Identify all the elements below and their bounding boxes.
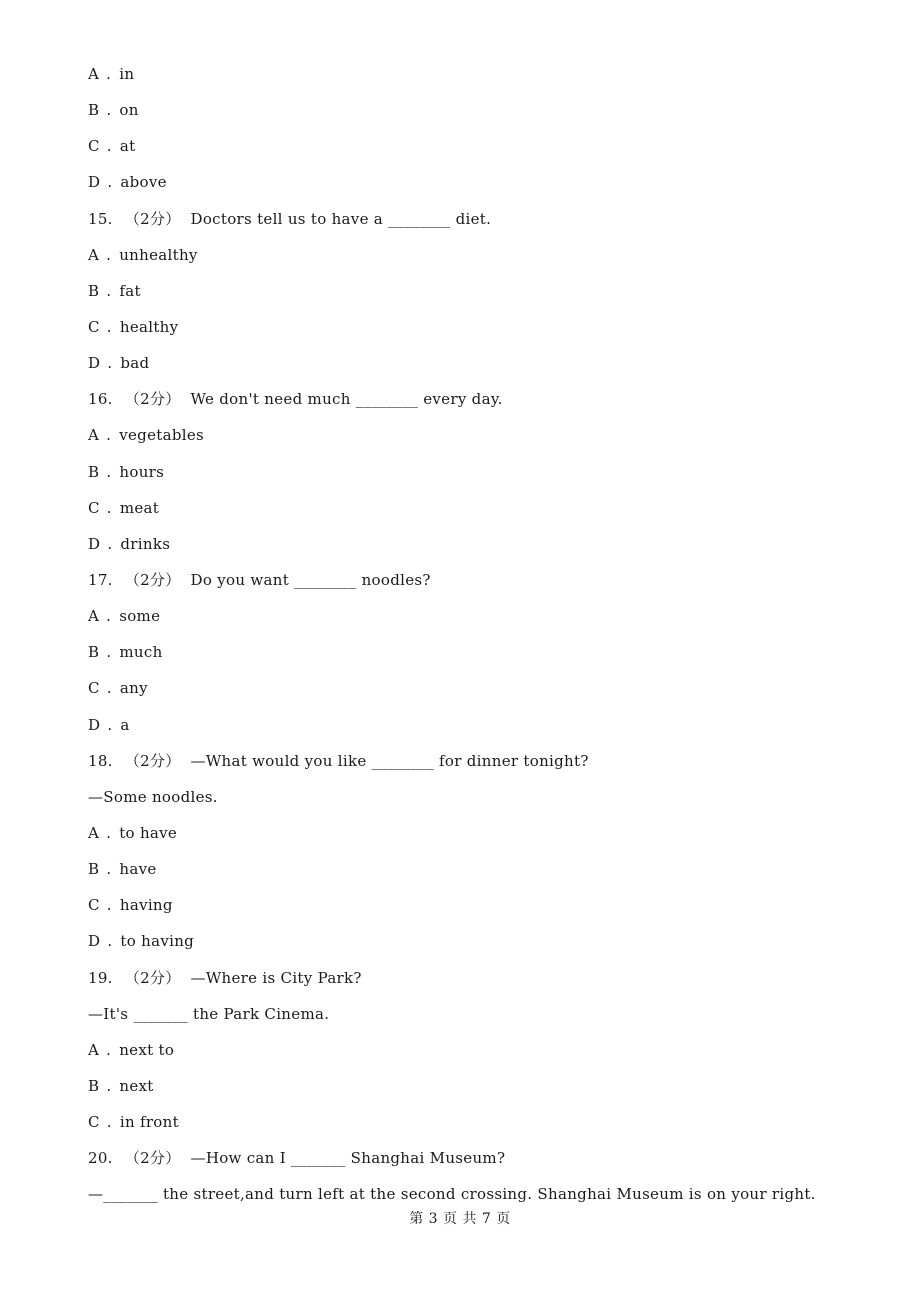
option-text: to have <box>119 823 178 842</box>
dialogue-text: —It's _______ the Park Cinema. <box>88 1004 330 1023</box>
option-text: meat <box>119 498 160 517</box>
option-letter: C <box>88 137 100 156</box>
option-separator: . <box>106 462 112 481</box>
question-text: Do you want ________ noodles? <box>190 570 431 589</box>
question-text: —How can I _______ Shanghai Museum? <box>190 1149 506 1168</box>
option-separator: . <box>107 932 113 951</box>
answer-option <box>88 895 888 931</box>
option-text: have <box>119 860 157 879</box>
answer-option <box>88 1112 888 1148</box>
answer-option <box>88 317 888 353</box>
dialogue-text: —_______ the street,and turn left at the second crossing. Shanghai Museum is on your right. <box>88 1185 816 1204</box>
option-text: bad <box>120 354 150 373</box>
option-letter: B <box>88 462 100 481</box>
option-text: healthy <box>119 317 179 336</box>
option-text: vegetables <box>119 426 204 445</box>
option-letter: D <box>88 932 101 951</box>
question-stem <box>88 968 888 1004</box>
option-text: drinks <box>120 534 171 553</box>
option-text: some <box>119 607 161 626</box>
option-letter: D <box>88 715 101 734</box>
question-number: 20. <box>88 1149 113 1168</box>
option-letter: D <box>88 354 101 373</box>
option-text: any <box>119 679 148 698</box>
option-text: much <box>119 643 163 662</box>
option-separator: . <box>106 896 112 915</box>
answer-option <box>88 64 888 100</box>
option-separator: . <box>106 607 112 626</box>
question-score: （2分） <box>124 209 181 228</box>
option-separator: . <box>106 281 112 300</box>
question-text: Doctors tell us to have a ________ diet. <box>190 209 492 228</box>
option-letter: C <box>88 1113 100 1132</box>
question-number: 15. <box>88 209 113 228</box>
option-letter: C <box>88 317 100 336</box>
option-letter: B <box>88 101 100 120</box>
option-separator: . <box>106 498 112 517</box>
question-stem <box>88 751 888 787</box>
question-text: —What would you like ________ for dinner tonight? <box>190 751 589 770</box>
option-separator: . <box>107 354 113 373</box>
question-number: 17. <box>88 570 113 589</box>
option-text: in <box>119 65 135 83</box>
option-letter: B <box>88 1076 100 1095</box>
answer-option <box>88 100 888 136</box>
question-score: （2分） <box>124 751 181 770</box>
option-text: unhealthy <box>119 245 198 264</box>
option-text: to having <box>120 932 195 951</box>
question-number: 19. <box>88 968 113 987</box>
option-text: in front <box>119 1113 179 1132</box>
option-text: fat <box>119 281 141 300</box>
option-letter: B <box>88 860 100 879</box>
option-letter: A <box>88 426 100 445</box>
option-separator: . <box>106 426 112 445</box>
question-stem <box>88 209 888 245</box>
option-separator: . <box>106 860 112 879</box>
option-text: next to <box>119 1040 175 1059</box>
option-separator: . <box>106 245 112 264</box>
option-letter: D <box>88 173 101 192</box>
option-text: having <box>119 896 173 915</box>
answer-option <box>88 281 888 317</box>
question-number: 16. <box>88 390 113 409</box>
option-separator: . <box>106 101 112 120</box>
dialogue-text: —Some noodles. <box>88 787 218 806</box>
answer-option <box>88 462 888 498</box>
question-number: 18. <box>88 751 113 770</box>
answer-option <box>88 931 888 967</box>
answer-option <box>88 606 888 642</box>
answer-option <box>88 425 888 461</box>
question-score: （2分） <box>124 1149 181 1168</box>
answer-option <box>88 1040 888 1076</box>
page-footer: 第 3 页 共 7 页 <box>409 1211 511 1227</box>
dialogue-line <box>88 1004 888 1040</box>
question-score: （2分） <box>124 570 181 589</box>
option-separator: . <box>106 1113 112 1132</box>
option-separator: . <box>107 715 113 734</box>
option-separator: . <box>106 679 112 698</box>
answer-option <box>88 172 888 208</box>
option-text: at <box>119 137 136 156</box>
question-text: We don't need much ________ every day. <box>190 390 503 409</box>
option-separator: . <box>106 1076 112 1095</box>
option-letter: A <box>88 245 100 264</box>
option-letter: B <box>88 643 100 662</box>
answer-option <box>88 498 888 534</box>
answer-option <box>88 1076 888 1112</box>
option-letter: C <box>88 498 100 517</box>
answer-option <box>88 823 888 859</box>
answer-option <box>88 859 888 895</box>
option-separator: . <box>106 643 112 662</box>
answer-option <box>88 678 888 714</box>
question-stem <box>88 570 888 606</box>
option-text: above <box>120 173 167 192</box>
worksheet-body <box>88 64 888 1221</box>
option-separator: . <box>106 317 112 336</box>
answer-option <box>88 642 888 678</box>
option-separator: . <box>107 173 113 192</box>
option-letter: A <box>88 607 100 626</box>
option-separator: . <box>106 65 112 83</box>
option-letter: B <box>88 281 100 300</box>
option-letter: A <box>88 65 100 83</box>
dialogue-line <box>88 787 888 823</box>
option-separator: . <box>106 1040 112 1059</box>
option-text: hours <box>119 462 165 481</box>
option-letter: C <box>88 896 100 915</box>
answer-option <box>88 534 888 570</box>
question-stem <box>88 1148 888 1184</box>
option-letter: C <box>88 679 100 698</box>
option-separator: . <box>106 823 112 842</box>
option-text: a <box>120 715 130 734</box>
question-score: （2分） <box>124 968 181 987</box>
question-text: —Where is City Park? <box>190 968 362 987</box>
question-score: （2分） <box>124 390 181 409</box>
option-letter: D <box>88 534 101 553</box>
option-letter: A <box>88 823 100 842</box>
answer-option <box>88 136 888 172</box>
option-text: next <box>119 1076 154 1095</box>
answer-option <box>88 245 888 281</box>
option-separator: . <box>106 137 112 156</box>
answer-option <box>88 715 888 751</box>
answer-option <box>88 353 888 389</box>
option-letter: A <box>88 1040 100 1059</box>
option-text: on <box>119 101 139 120</box>
option-separator: . <box>107 534 113 553</box>
question-stem <box>88 389 888 425</box>
